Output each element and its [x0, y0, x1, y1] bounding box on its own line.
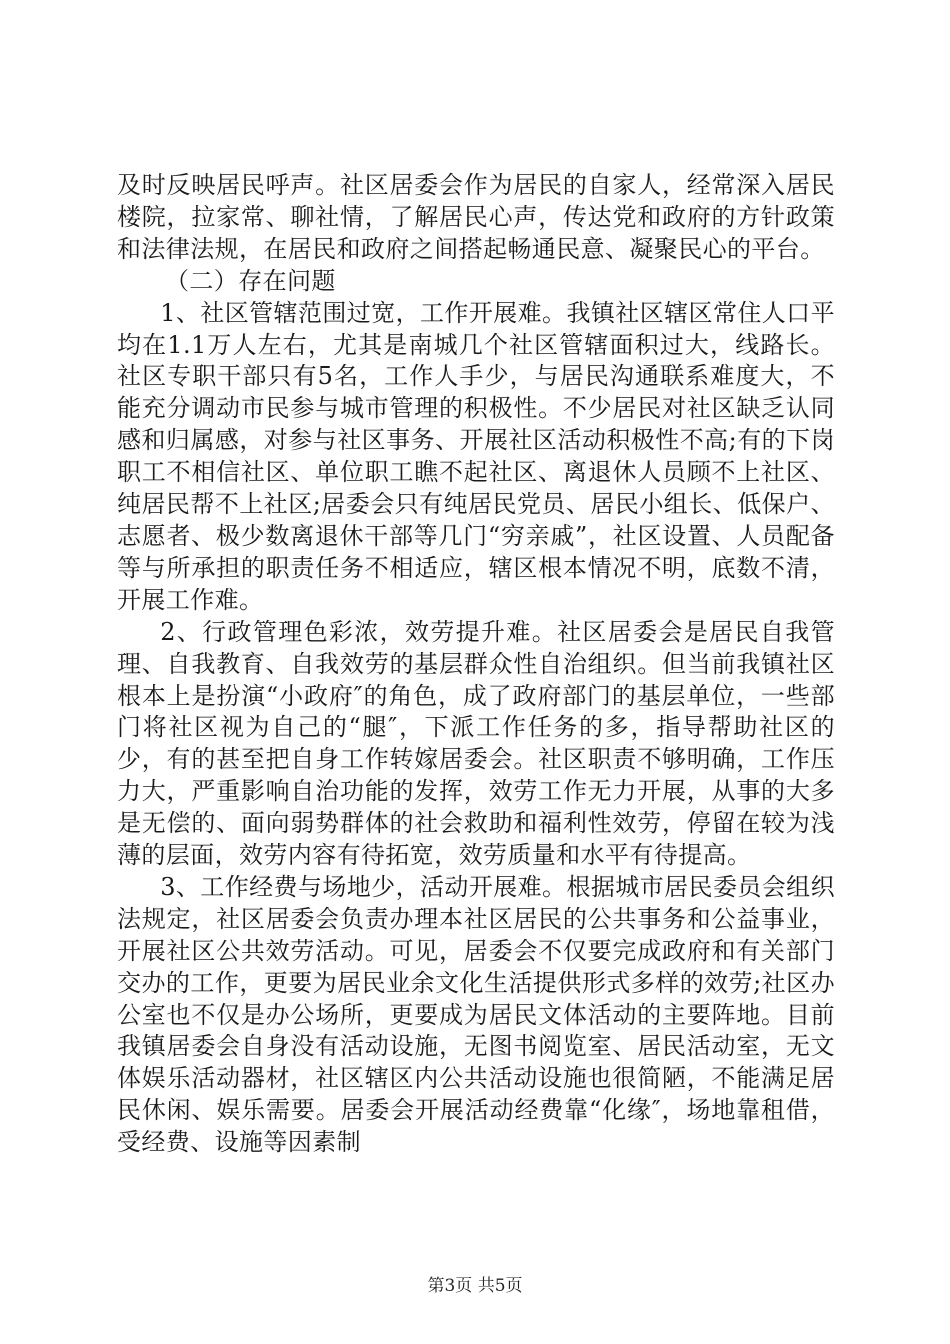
page-number-footer: 第3页 共5页: [427, 1276, 523, 1296]
paragraph-item-3: 3、工作经费与场地少，活动开展难。根据城市居民委员会组织法规定，社区居委会负责办理本社区居民的公共事务和公益事业，开展社区公共效劳活动。可见，居委会不仅要完成政府和有关部门交办的工作，更要为居民业余文化生活提供形式多样的效劳;社区办公室也不仅是办公场所，更要成为居民文体活动的主要阵地。目前我镇居委会自身没有活动设施，无图书阅览室、居民活动室，无文体娱乐活动器材，社区辖区内公共活动设施也很简陋，不能满足居民休闲、娱乐需要。居委会开展活动经费靠“化缘″，场地靠租借，受经费、设施等因素制: [117, 872, 835, 1157]
section-heading: （二）存在问题: [165, 266, 336, 295]
paragraph-item-1: 1、社区管辖范围过宽，工作开展难。我镇社区辖区常住人口平均在1.1万人左右，尤其是南城几个社区管辖面积过大，线路长。社区专职干部只有5名，工作人手少，与居民沟通联系难度大，不能充分调动市民参与城市管理的积极性。不少居民对社区缺乏认同感和归属感，对参与社区事务、开展社区活动积极性不高;有的下岗职工不相信社区、单位职工瞧不起社区、离退休人员顾不上社区、纯居民帮不上社区;居委会只有纯居民党员、居民小组长、低保户、志愿者、极少数离退休干部等几门“穷亲戚”，社区设置、人员配备等与所承担的职责任务不相适应，辖区根本情况不明，底数不清，开展工作难。: [117, 298, 835, 614]
paragraph-continuation: 及时反映居民呼声。社区居委会作为居民的自家人，经常深入居民楼院，拉家常、聊社情，了解居民心声，传达党和政府的方针政策和法律法规，在居民和政府之间搭起畅通民意、凝聚民心的平台。: [117, 171, 835, 263]
document-body: [117, 170, 835, 1159]
paragraph-item-2: 2、行政管理色彩浓，效劳提升难。社区居委会是居民自我管理、自我教育、自我效劳的基层群众性自治组织。但当前我镇社区根本上是扮演“小政府″的角色，成了政府部门的基层单位，一些部门将社区视为自己的“腿″，下派工作任务的多，指导帮助社区的少，有的甚至把自身工作转嫁居委会。社区职责不够明确，工作压力大，严重影响自治功能的发挥，效劳工作无力开展，从事的大多是无偿的、面向弱势群体的社会救助和福利性效劳，停留在较为浅薄的层面，效劳内容有待拓宽，效劳质量和水平有待提高。: [117, 617, 835, 870]
